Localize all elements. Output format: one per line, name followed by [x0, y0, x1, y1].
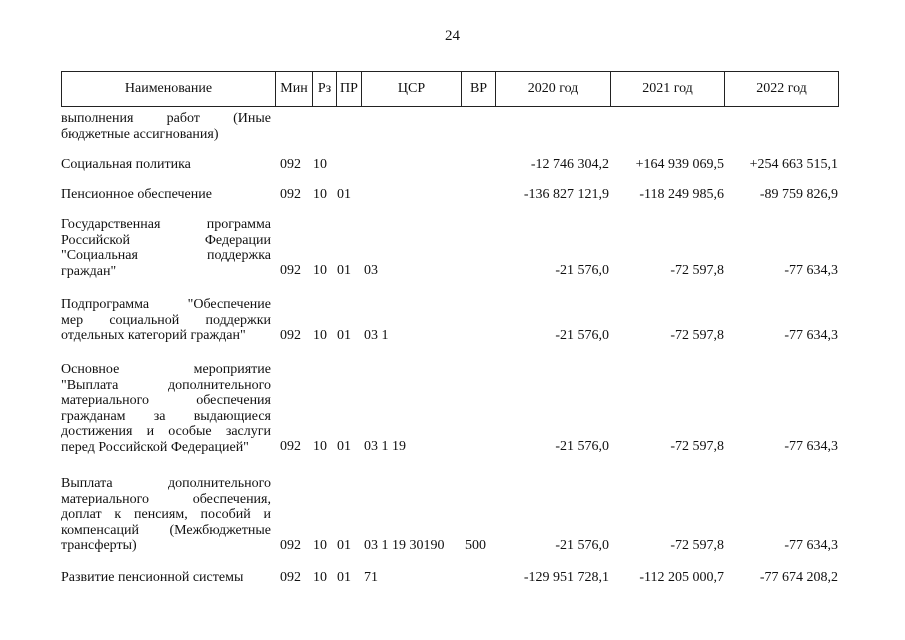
- cell-min: 092: [280, 537, 301, 553]
- cell-y2020: -21 576,0: [555, 327, 609, 343]
- cell-y2020: -12 746 304,2: [530, 157, 609, 172]
- header-csr: ЦСР: [362, 72, 462, 106]
- cell-min: 092: [280, 157, 301, 172]
- cell-y2021: -72 597,8: [670, 439, 724, 454]
- cell-rz: 10: [313, 439, 327, 454]
- table-row: [0, 111, 905, 142]
- row-name-line: доплат к пенсиям, пособий и: [61, 507, 271, 522]
- cell-y2020: -21 576,0: [555, 537, 609, 553]
- header-pr: ПР: [337, 72, 362, 106]
- row-name-line: Выплата дополнительного: [61, 476, 271, 491]
- cell-y2022: -77 634,3: [784, 263, 838, 278]
- row-name-line: Пенсионное обеспечение: [61, 187, 212, 202]
- table-row: [0, 187, 905, 203]
- table-row: [0, 217, 905, 279]
- cell-rz: 10: [313, 263, 327, 278]
- cell-y2020: -129 951 728,1: [523, 570, 609, 585]
- row-name-line: выполнения работ (Иные: [61, 111, 271, 126]
- page-number: 24: [445, 28, 460, 44]
- cell-y2020: -136 827 121,9: [523, 187, 609, 202]
- table-row: [0, 297, 905, 344]
- row-name-line: мер социальной поддержки: [61, 312, 271, 328]
- cell-y2022: -77 634,3: [784, 327, 838, 343]
- row-name-line: материального обеспечения,: [61, 491, 271, 507]
- row-name-line: "Выплата дополнительного: [61, 377, 271, 393]
- row-name-line: Российской Федерации: [61, 232, 271, 248]
- row-name-line: бюджетные ассигнования): [61, 126, 219, 142]
- cell-rz: 10: [313, 187, 327, 202]
- row-name-line: Подпрограмма "Обеспечение: [61, 297, 271, 312]
- cell-y2020: -21 576,0: [555, 263, 609, 278]
- cell-min: 092: [280, 263, 301, 278]
- cell-vr: 500: [465, 537, 486, 553]
- row-name: [61, 570, 271, 586]
- header-2021: 2021 год: [611, 72, 725, 106]
- cell-min: 092: [280, 327, 301, 343]
- row-name-line: Социальная политика: [61, 157, 191, 172]
- table-row: [0, 476, 905, 554]
- cell-rz: 10: [313, 157, 327, 172]
- row-name-line: граждан": [61, 263, 117, 279]
- cell-csr: 03 1 19 30190: [364, 537, 445, 553]
- row-name-line: компенсаций (Межбюджетные: [61, 522, 271, 538]
- row-name: [61, 157, 271, 173]
- table-row: [0, 362, 905, 455]
- cell-y2022: -77 634,3: [784, 537, 838, 553]
- cell-pr: 01: [337, 263, 351, 278]
- cell-y2021: -112 205 000,7: [639, 570, 724, 585]
- header-vr: ВР: [462, 72, 496, 106]
- cell-min: 092: [280, 570, 301, 585]
- cell-y2022: -89 759 826,9: [759, 187, 838, 202]
- cell-pr: 01: [337, 187, 351, 202]
- cell-y2022: -77 674 208,2: [759, 570, 838, 585]
- row-name-line: Государственная программа: [61, 217, 271, 232]
- table-row: [0, 570, 905, 586]
- cell-pr: 01: [337, 439, 351, 454]
- row-name: [61, 362, 271, 455]
- row-name-line: Развитие пенсионной системы: [61, 570, 244, 585]
- cell-min: 092: [280, 439, 301, 454]
- cell-y2022: -77 634,3: [784, 439, 838, 454]
- row-name: [61, 217, 271, 279]
- cell-rz: 10: [313, 537, 327, 553]
- cell-y2021: -72 597,8: [670, 327, 724, 343]
- cell-csr: 03: [364, 263, 378, 278]
- table-row: [0, 157, 905, 173]
- cell-csr: 03 1: [364, 327, 389, 343]
- cell-y2021: -118 249 985,6: [639, 187, 724, 202]
- header-name: Наименование: [62, 72, 276, 106]
- row-name: [61, 187, 271, 203]
- header-2020: 2020 год: [496, 72, 611, 106]
- row-name-line: достижения и особые заслуги: [61, 424, 271, 439]
- cell-y2022: +254 663 515,1: [749, 157, 838, 172]
- cell-y2020: -21 576,0: [555, 439, 609, 454]
- header-2022: 2022 год: [756, 81, 807, 96]
- cell-y2021: -72 597,8: [670, 263, 724, 278]
- cell-pr: 01: [337, 570, 351, 585]
- cell-pr: 01: [337, 327, 351, 343]
- row-name-line: перед Российской Федерацией": [61, 439, 249, 455]
- row-name: [61, 111, 271, 142]
- row-name-line: отдельных категорий граждан": [61, 328, 246, 343]
- cell-rz: 10: [313, 570, 327, 585]
- row-name: [61, 297, 271, 344]
- cell-y2021: +164 939 069,5: [635, 157, 724, 172]
- row-name-line: "Социальная поддержка: [61, 248, 271, 263]
- row-name-line: трансферты): [61, 538, 137, 553]
- row-name-line: Основное мероприятие: [61, 362, 271, 377]
- row-name-line: материального обеспечения: [61, 393, 271, 408]
- cell-csr: 03 1 19: [364, 439, 406, 454]
- header-rz: Рз: [313, 72, 337, 106]
- row-name-line: гражданам за выдающиеся: [61, 408, 271, 424]
- cell-csr: 71: [364, 570, 378, 585]
- row-name: [61, 476, 271, 554]
- cell-rz: 10: [313, 327, 327, 343]
- cell-pr: 01: [337, 537, 351, 553]
- table-header: [61, 71, 839, 107]
- cell-y2021: -72 597,8: [670, 537, 724, 553]
- header-min: Мин: [276, 72, 313, 106]
- cell-min: 092: [280, 187, 301, 202]
